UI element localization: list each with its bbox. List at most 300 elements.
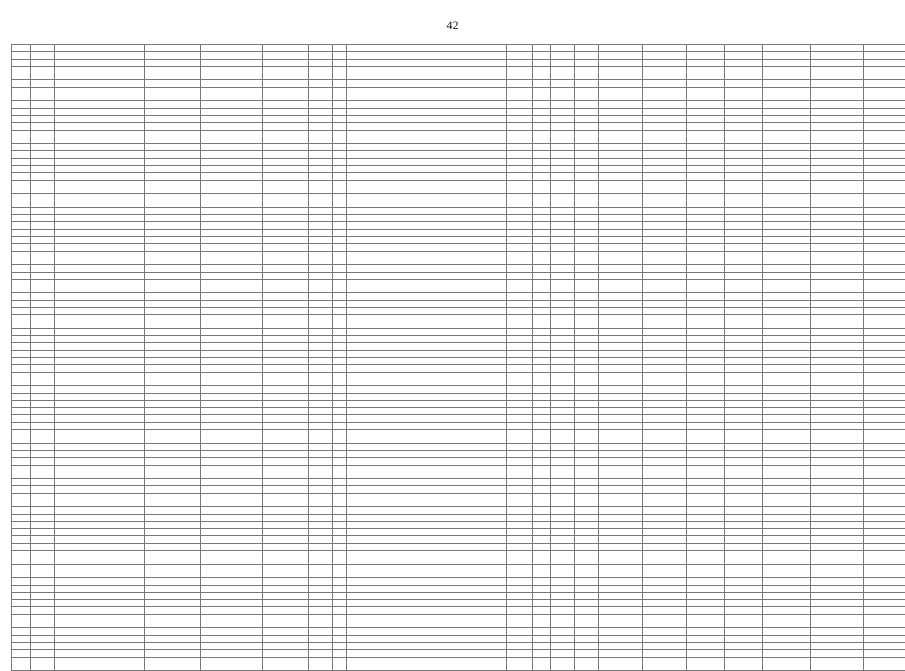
table-cell [687,514,725,521]
table-cell [643,108,687,115]
table-cell [333,222,347,229]
table-cell [599,551,643,565]
table-cell [687,642,725,649]
table-cell [533,614,551,628]
table-cell [811,222,864,229]
table-cell [725,59,763,66]
table-cell [145,507,201,514]
table-cell [507,514,533,521]
table-cell [864,293,905,300]
table-cell [145,300,201,307]
table-cell [725,328,763,335]
table-row [12,244,905,251]
table-cell [55,628,145,635]
table-cell [201,551,263,565]
table-cell [533,59,551,66]
table-cell [864,173,905,180]
table-cell [763,600,811,607]
table-cell [551,244,575,251]
table-cell [347,614,507,628]
table-cell [12,180,31,194]
table-cell [309,244,333,251]
table-cell [201,166,263,173]
table-cell [763,173,811,180]
table-row [12,408,905,415]
table-cell [725,592,763,599]
table-cell [201,486,263,493]
table-cell [643,66,687,80]
table-cell [551,300,575,307]
table-cell [347,657,507,671]
table-cell [263,151,309,158]
table-cell [347,237,507,244]
table-cell [725,158,763,165]
table-cell [763,551,811,565]
table-cell [333,521,347,528]
table-cell [599,315,643,329]
table-cell [31,194,55,208]
table-cell [55,400,145,407]
table-cell [599,307,643,314]
table-cell [643,450,687,457]
table-cell [533,101,551,108]
table-cell [551,123,575,130]
table-cell [31,529,55,536]
table-cell [643,465,687,479]
table-cell [551,229,575,236]
table-cell [643,173,687,180]
table-cell [201,115,263,122]
table-cell [864,365,905,372]
table-cell [12,66,31,80]
table-cell [533,393,551,400]
table-cell [533,115,551,122]
table-cell [687,300,725,307]
table-cell [763,358,811,365]
table-cell [811,400,864,407]
table-cell [864,585,905,592]
table-cell [507,592,533,599]
table-cell [309,151,333,158]
table-cell [599,578,643,585]
table-cell [864,215,905,222]
table-cell [725,229,763,236]
table-cell [687,265,725,272]
table-cell [507,372,533,386]
table-cell [263,564,309,578]
table-cell [333,123,347,130]
table-cell [533,536,551,543]
table-cell [575,393,599,400]
table-cell [599,52,643,59]
table-cell [55,650,145,657]
table-cell [333,430,347,444]
table-cell [12,300,31,307]
table-cell [533,87,551,101]
table-cell [811,365,864,372]
table-cell [575,358,599,365]
table-cell [811,279,864,293]
table-row [12,130,905,144]
table-cell [864,166,905,173]
table-cell [55,272,145,279]
table-cell [687,279,725,293]
table-cell [811,80,864,87]
table-cell [309,123,333,130]
table-cell [643,52,687,59]
table-cell [599,343,643,350]
table-cell [725,151,763,158]
table-row [12,229,905,236]
table-cell [201,514,263,521]
table-cell [12,59,31,66]
table-cell [309,628,333,635]
table-cell [533,372,551,386]
table-cell [687,101,725,108]
table-cell [687,551,725,565]
table-cell [263,144,309,151]
table-cell [12,592,31,599]
table-cell [333,600,347,607]
table-cell [687,430,725,444]
table-cell [643,614,687,628]
table-cell [687,194,725,208]
table-cell [309,400,333,407]
table-cell [551,486,575,493]
table-cell [55,543,145,550]
table-cell [12,564,31,578]
table-cell [725,614,763,628]
table-cell [551,343,575,350]
table-cell [687,108,725,115]
table-cell [575,657,599,671]
table-cell [145,393,201,400]
table-cell [533,279,551,293]
table-cell [347,514,507,521]
table-cell [12,514,31,521]
table-cell [599,415,643,422]
table-cell [687,207,725,214]
table-cell [263,551,309,565]
table-cell [347,343,507,350]
table-cell [763,443,811,450]
table-cell [763,393,811,400]
table-cell [599,465,643,479]
table-row [12,465,905,479]
table-cell [507,365,533,372]
table-cell [263,207,309,214]
table-cell [507,307,533,314]
table-cell [201,251,263,265]
table-cell [12,307,31,314]
table-cell [263,52,309,59]
table-cell [12,521,31,528]
table-cell [575,166,599,173]
table-cell [12,101,31,108]
table-cell [507,158,533,165]
table-cell [575,635,599,642]
table-cell [643,244,687,251]
table-cell [347,151,507,158]
table-cell [551,514,575,521]
table-cell [309,465,333,479]
table-cell [55,300,145,307]
table-row [12,173,905,180]
table-cell [763,244,811,251]
table-cell [507,585,533,592]
table-cell [347,215,507,222]
table-cell [643,101,687,108]
table-cell [864,66,905,80]
table-cell [643,222,687,229]
table-cell [333,657,347,671]
table-cell [12,279,31,293]
table-cell [763,415,811,422]
table-row [12,237,905,244]
table-cell [201,393,263,400]
table-cell [811,229,864,236]
table-cell [811,600,864,607]
table-cell [725,514,763,521]
table-cell [643,415,687,422]
table-cell [687,628,725,635]
table-cell [263,422,309,429]
table-cell [507,564,533,578]
table-cell [687,543,725,550]
table-cell [575,300,599,307]
table-cell [533,592,551,599]
table-cell [575,315,599,329]
table-cell [263,265,309,272]
table-cell [811,194,864,208]
table-cell [725,45,763,52]
table-cell [725,543,763,550]
table-cell [309,80,333,87]
table-cell [575,551,599,565]
table-cell [145,215,201,222]
table-cell [55,115,145,122]
table-cell [643,328,687,335]
table-cell [309,215,333,222]
table-cell [643,80,687,87]
table-cell [763,52,811,59]
table-cell [333,450,347,457]
table-cell [533,328,551,335]
table-cell [309,158,333,165]
table-cell [201,272,263,279]
table-cell [725,130,763,144]
table-cell [507,144,533,151]
table-cell [31,229,55,236]
table-cell [31,536,55,543]
table-cell [687,408,725,415]
table-cell [263,657,309,671]
table-cell [507,194,533,208]
table-cell [643,507,687,514]
table-cell [507,430,533,444]
table-cell [347,87,507,101]
table-cell [333,507,347,514]
table-cell [12,450,31,457]
table-cell [551,507,575,514]
table-cell [507,52,533,59]
table-cell [309,372,333,386]
table-cell [263,415,309,422]
table-cell [31,45,55,52]
table-cell [811,315,864,329]
table-cell [201,222,263,229]
table-cell [763,585,811,592]
table-cell [811,144,864,151]
table-cell [533,642,551,649]
table-cell [551,493,575,507]
table-cell [12,415,31,422]
table-cell [201,80,263,87]
table-cell [31,293,55,300]
table-cell [55,237,145,244]
table-cell [309,486,333,493]
table-cell [643,180,687,194]
table-cell [599,529,643,536]
table-cell [811,265,864,272]
table-cell [507,507,533,514]
table-cell [533,585,551,592]
table-cell [864,536,905,543]
table-cell [575,101,599,108]
table-cell [575,265,599,272]
table-row [12,592,905,599]
table-cell [263,315,309,329]
table-cell [333,386,347,393]
table-cell [551,101,575,108]
table-cell [687,350,725,357]
table-row [12,443,905,450]
table-cell [12,443,31,450]
table-cell [333,578,347,585]
table-cell [725,207,763,214]
table-cell [145,237,201,244]
table-cell [333,400,347,407]
table-cell [309,315,333,329]
table-cell [599,229,643,236]
table-cell [145,628,201,635]
table-cell [864,59,905,66]
table-cell [31,87,55,101]
table-cell [309,592,333,599]
table-cell [309,450,333,457]
table-cell [575,628,599,635]
table-cell [333,585,347,592]
table-cell [811,443,864,450]
table-cell [811,244,864,251]
table-cell [507,207,533,214]
table-cell [763,66,811,80]
table-cell [263,578,309,585]
table-cell [725,101,763,108]
table-cell [575,529,599,536]
table-cell [347,194,507,208]
table-cell [12,115,31,122]
table-cell [599,251,643,265]
table-cell [533,173,551,180]
table-cell [551,600,575,607]
table-cell [55,229,145,236]
table-cell [333,265,347,272]
table-cell [763,194,811,208]
table-cell [201,52,263,59]
table-cell [12,237,31,244]
table-cell [533,479,551,486]
table-cell [145,372,201,386]
table-cell [12,293,31,300]
table-cell [533,315,551,329]
table-cell [687,244,725,251]
table-cell [333,336,347,343]
table-cell [263,536,309,543]
table-cell [575,272,599,279]
table-cell [12,45,31,52]
table-cell [763,564,811,578]
table-row [12,251,905,265]
table-row [12,45,905,52]
table-cell [145,336,201,343]
table-cell [333,650,347,657]
table-cell [599,300,643,307]
table-cell [551,80,575,87]
table-cell [599,365,643,372]
table-cell [811,151,864,158]
table-cell [643,315,687,329]
table-cell [864,386,905,393]
table-cell [864,592,905,599]
table-cell [333,607,347,614]
table-cell [201,400,263,407]
table-cell [201,343,263,350]
table-cell [55,564,145,578]
table-cell [333,87,347,101]
table-cell [55,578,145,585]
table-cell [575,123,599,130]
table-cell [763,101,811,108]
table-row [12,52,905,59]
table-cell [533,215,551,222]
table-cell [551,479,575,486]
table-cell [811,551,864,565]
table-cell [145,521,201,528]
table-cell [333,614,347,628]
table-cell [201,207,263,214]
table-cell [725,52,763,59]
table-cell [263,400,309,407]
table-cell [551,564,575,578]
table-cell [864,642,905,649]
table-cell [201,350,263,357]
table-cell [31,328,55,335]
table-cell [55,108,145,115]
table-cell [687,166,725,173]
table-cell [309,144,333,151]
table-cell [551,272,575,279]
table-cell [507,229,533,236]
table-cell [599,173,643,180]
table-cell [864,300,905,307]
table-cell [201,328,263,335]
table-cell [575,372,599,386]
table-cell [333,536,347,543]
table-cell [309,265,333,272]
table-cell [309,514,333,521]
table-cell [55,251,145,265]
